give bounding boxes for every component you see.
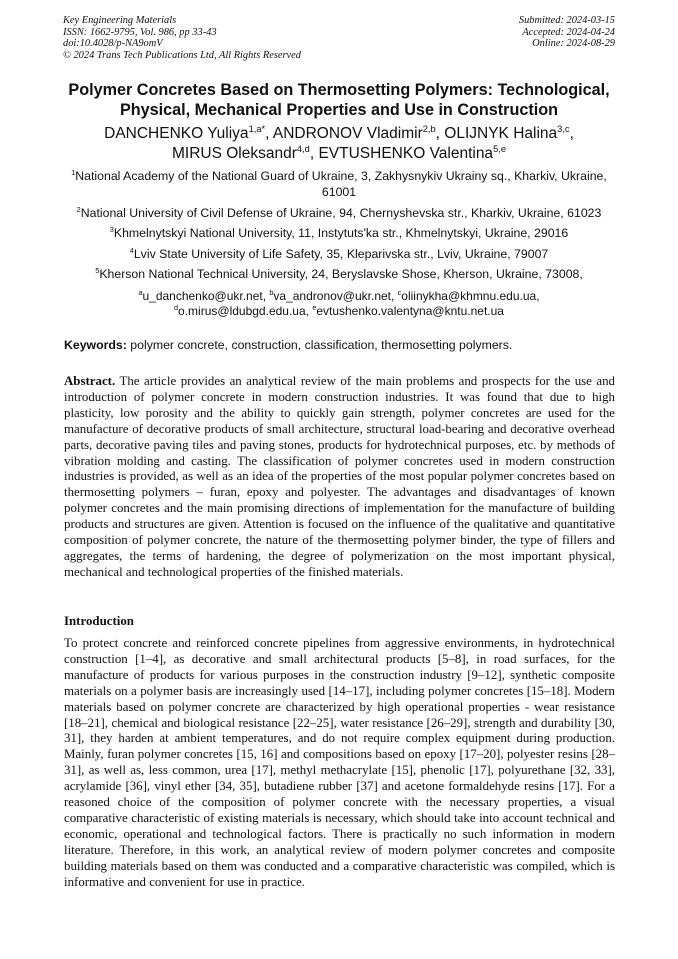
paper-title: Polymer Concretes Based on Thermosetting Polymers: Technological, Physical, Mechanical Properties and Use in Construction xyxy=(68,81,610,119)
introduction-text: To protect concrete and reinforced concrete pipelines from aggressive environments, in hydrotechnical construction [1–4], as decorative and small architectural products [5–8], in road surfaces, for the manufacture of products for various purposes in the construction industry [9–12], synthetic composite materials on a polymer basis are increasingly used [14–17], including polymer concretes [15–18]. Modern materials based on polymer concrete are characterized by high operational properties - wear resistance [18–21], chemical and biological resistance [22–25], water resistance [26–29], strength and durability [30, 31], they harden at ambient temperatures, and do not require complex equipment during production. Mainly, furan polymer concretes [15, 16] and compositions based on epoxy [17–20], polyester resins [28–31], as well as, less common, urea [17], methyl methacrylate [15], phenolic [17], polyurethane [32, 33], acrylamide [36], vinyl ether [34, 35], butadiene rubber [37] and acetone formaldehyde resins [17]. For a reasoned choice of the composition of polymer concrete with the necessary properties, a visual comparative characteristic of existing materials is necessary, which should take into account technical and economic, operational and technological factors. There is practically no such information in modern literature. Therefore, in this work, an analytical review of modern polymer concretes and composite building materials based on them was conducted and a comparative characteristic was compiled, which is informative and convenient for use in practice. xyxy=(64,636,615,889)
author: DANCHENKO Yuliya$^{1,a*}$, xyxy=(104,123,273,142)
issn: ISSN: 1662-9795, Vol. 986, pp 33-43 xyxy=(63,26,217,38)
email-link[interactable]: $^c$oliinykha@khmnu.edu.ua, xyxy=(397,288,540,303)
email-link[interactable]: $^d$o.mirus@ldubgd.edu.ua, xyxy=(174,303,313,318)
journal-info xyxy=(63,15,301,61)
doi: doi:10.4028/p-NA9omV xyxy=(63,38,163,49)
keywords xyxy=(64,338,615,353)
email-link[interactable]: $^e$evtushenko.valentyna@kntu.net.ua xyxy=(312,303,504,318)
author: OLIJNYK Halina$^{3,c}$, xyxy=(444,123,574,142)
abstract-label: Abstract. xyxy=(64,374,116,388)
author: MIRUS Oleksandr$^{4,d}$, xyxy=(172,143,319,162)
author-list xyxy=(40,124,638,164)
keywords-label: Keywords: xyxy=(64,338,127,352)
journal-name: Key Engineering Materials xyxy=(63,15,177,26)
affiliation: $^3$Khmelnytskyi National University, 11, Instytuts'ka str., Khmelnytskyi, Ukraine, 29016 xyxy=(109,224,569,240)
email-link[interactable]: $^b$va_andronov@ukr.net, xyxy=(269,288,398,303)
affiliation: $^4$Lviv State University of Life Safety, 35, Kleparivska str., Lviv, Ukraine, 79007 xyxy=(129,245,549,261)
author: ANDRONOV Vladimir$^{2,b}$, xyxy=(272,123,445,142)
submitted-date: Submitted: 2024-03-15 xyxy=(518,15,615,26)
section-heading-introduction: Introduction xyxy=(64,614,134,628)
abstract-text: The article provides an analytical review of the main problems and prospects for the use and introduction of polymer concrete in modern construction industries. It was found that due to high plasticity, low porosity and the ability to quickly gain strength, polymer concretes are used for the manufacture of decorative products of small architecture, structural load-bearing and decorative overhead parts, decorative paving tiles and paving stones, products for hydrotechnical purposes, etc. by methods of vibration molding and casting. The classification of polymer concretes used in modern construction industries is provided, as well as an idea of the properties of the most popular polymer concretes based on thermosetting polymers – furan, epoxy and polyester. The advantages and disadvantages of known polymer concretes and the main promising directions of implementation for the manufacture of building products and structures are given. Attention is focused on the influence of the qualitative and quantitative composition of polymer concrete, the nature of the thermosetting polymer binder, the type of fillers and aggregates, the terms of hardening, the degree of polymerization on the most important physical, mechanical and technological properties of the finished materials. xyxy=(64,374,615,579)
affiliation: $^1$National Academy of the National Guard of Ukraine, 3, Zakhysnykiv Ukrainy sq., Kharkiv, Ukraine, 61001 xyxy=(71,167,607,199)
affiliation: $^5$Kherson National Technical University, 24, Beryslavske Shose, Kherson, Ukraine, 73008, xyxy=(95,265,583,281)
abstract xyxy=(64,374,615,581)
accepted-date: Accepted: 2024-04-24 xyxy=(522,26,615,38)
keywords-text: polymer concrete, construction, classification, thermosetting polymers. xyxy=(126,338,513,352)
email-link[interactable]: $^a$u_danchenko@ukr.net, xyxy=(138,288,270,303)
online-date: Online: 2024-08-29 xyxy=(532,38,615,49)
copyright: © 2024 Trans Tech Publications Ltd, All Rights Reserved xyxy=(63,49,301,61)
publication-dates xyxy=(519,15,615,50)
author-emails xyxy=(40,289,638,319)
affiliation: $^2$National University of Civil Defense of Ukraine, 94, Chernyshevska str., Kharkiv, Ukraine, 61023 xyxy=(76,204,602,220)
author: EVTUSHENKO Valentina$^{5,e}$ xyxy=(318,143,506,162)
